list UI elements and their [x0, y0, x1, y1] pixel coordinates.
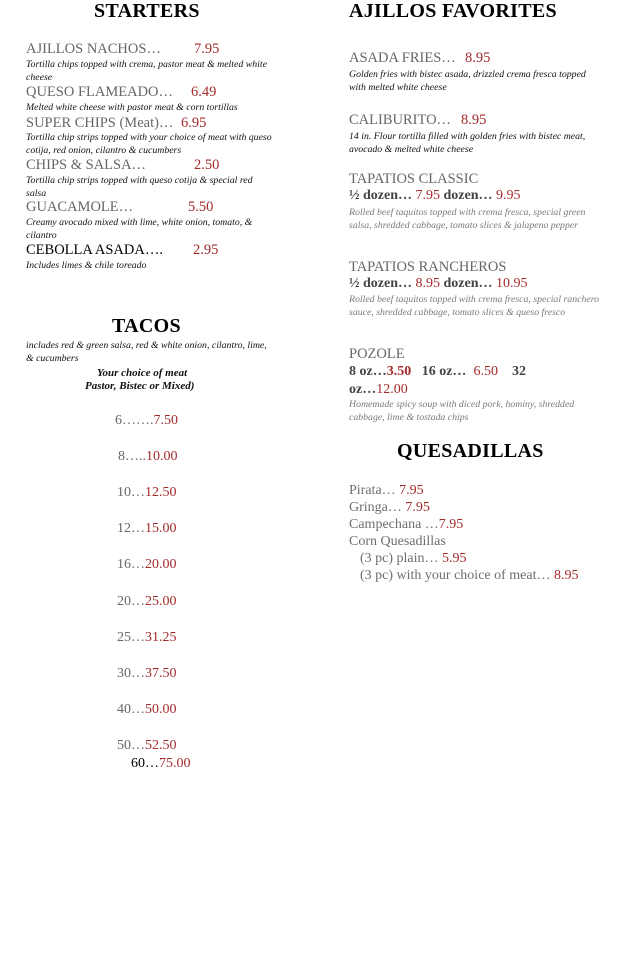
tacos-heading: TACOS: [112, 315, 181, 337]
quesadilla-item: Campechana …7.95: [349, 517, 464, 532]
chips-salsa-desc: Tortilla chip strips topped with queso cotija & special red salsa: [26, 175, 253, 199]
taco-price-row: 40…50.00: [117, 702, 177, 717]
caliburito-name: CALIBURITO…: [349, 112, 452, 128]
guacamole-price: 5.50: [188, 199, 214, 215]
corn-quesadilla-item: (3 pc) plain… 5.95: [360, 551, 467, 566]
pozole-desc: Homemade spicy soup with diced pork, hominy, shredded cabbage, lime & tostada chips: [349, 399, 575, 423]
tacos-includes: includes red & green salsa, red & white onion, cilantro, lime, & cucumbers: [26, 340, 267, 364]
chips-salsa-name: CHIPS & SALSA…: [26, 157, 147, 173]
cebolla-asada-price: 2.95: [193, 242, 219, 258]
pozole-sizes: 8 oz…3.50 16 oz… 6.50 32: [349, 364, 526, 379]
taco-price-row: 20…25.00: [117, 594, 177, 609]
chips-salsa-price: 2.50: [194, 157, 220, 173]
caliburito-price: 8.95: [461, 112, 487, 128]
tapatios-rancheros-name: TAPATIOS RANCHEROS: [349, 259, 507, 275]
cebolla-asada-desc: Includes limes & chile toreado: [26, 260, 147, 271]
taco-price-row: 10…12.50: [117, 485, 177, 500]
super-chips-name: SUPER CHIPS (Meat)…: [26, 115, 174, 131]
taco-price-row: 30…37.50: [117, 666, 177, 681]
asada-fries-desc: Golden fries with bistec asada, drizzled crema fresca topped with melted white cheese: [349, 69, 586, 93]
ajillos-nachos-price: 7.95: [194, 41, 220, 57]
tapatios-classic-prices: ½ dozen… 7.95 dozen… 9.95: [349, 188, 521, 203]
super-chips-desc: Tortilla chip strips topped with your choice of meat with queso cotija, red onion, cilantro & cucumbers: [26, 132, 272, 156]
tacos-choice-line2: Pastor, Bistec or Mixed): [85, 380, 195, 392]
tacos-choice-line1: Your choice of meat: [97, 367, 188, 379]
caliburito-desc: 14 in. Flour tortilla filled with golden fries with bistec meat, avocado & melted white cheese: [349, 131, 586, 155]
starters-heading: STARTERS: [94, 0, 200, 22]
taco-price-row: 6…….7.50: [115, 413, 178, 428]
taco-price-row: 25…31.25: [117, 630, 177, 645]
guacamole-name: GUACAMOLE…: [26, 199, 134, 215]
guacamole-desc: Creamy avocado mixed with lime, white onion, tomato, & cilantro: [26, 217, 253, 241]
queso-flameado-price: 6.49: [191, 84, 217, 100]
super-chips-price: 6.95: [181, 115, 207, 131]
tapatios-rancheros-prices: ½ dozen… 8.95 dozen… 10.95: [349, 276, 528, 291]
quesadilla-item: Gringa… 7.95: [349, 500, 430, 515]
pozole-32oz: oz…12.00: [349, 382, 408, 397]
tapatios-rancheros-desc: Rolled beef taquitos topped with crema fresca, special ranchero sauce, shredded cabbage, tomato slices & queso fresco: [349, 294, 600, 318]
quesadilla-item: Pirata… 7.95: [349, 483, 424, 498]
favorites-heading: AJILLOS FAVORITES: [349, 0, 557, 22]
queso-flameado-desc: Melted white cheese with pastor meat & corn tortillas: [26, 102, 238, 113]
taco-price-row: 50…52.50: [117, 738, 177, 753]
tapatios-classic-desc: Rolled beef taquitos topped with crema fresca, special green salsa, shredded cabbage, tomato slices & jalapeno pepper: [349, 207, 586, 231]
quesadillas-heading: QUESADILLAS: [397, 440, 544, 462]
taco-price-row: 8…..10.00: [118, 449, 178, 464]
queso-flameado-name: QUESO FLAMEADO…: [26, 84, 174, 100]
cebolla-asada-name: CEBOLLA ASADA….: [26, 242, 163, 258]
taco-price-row: 60…75.00: [131, 756, 191, 771]
ajillos-nachos-desc: Tortilla chips topped with crema, pastor meat & melted white cheese: [26, 59, 267, 83]
taco-price-row: 16…20.00: [117, 557, 177, 572]
corn-quesadillas-title: Corn Quesadillas: [349, 534, 446, 549]
asada-fries-name: ASADA FRIES…: [349, 50, 456, 66]
asada-fries-price: 8.95: [465, 50, 491, 66]
tapatios-classic-name: TAPATIOS CLASSIC: [349, 171, 479, 187]
taco-price-row: 12…15.00: [117, 521, 177, 536]
corn-quesadilla-item: (3 pc) with your choice of meat… 8.95: [360, 568, 579, 583]
pozole-name: POZOLE: [349, 346, 405, 362]
ajillos-nachos-name: AJILLOS NACHOS…: [26, 41, 161, 57]
